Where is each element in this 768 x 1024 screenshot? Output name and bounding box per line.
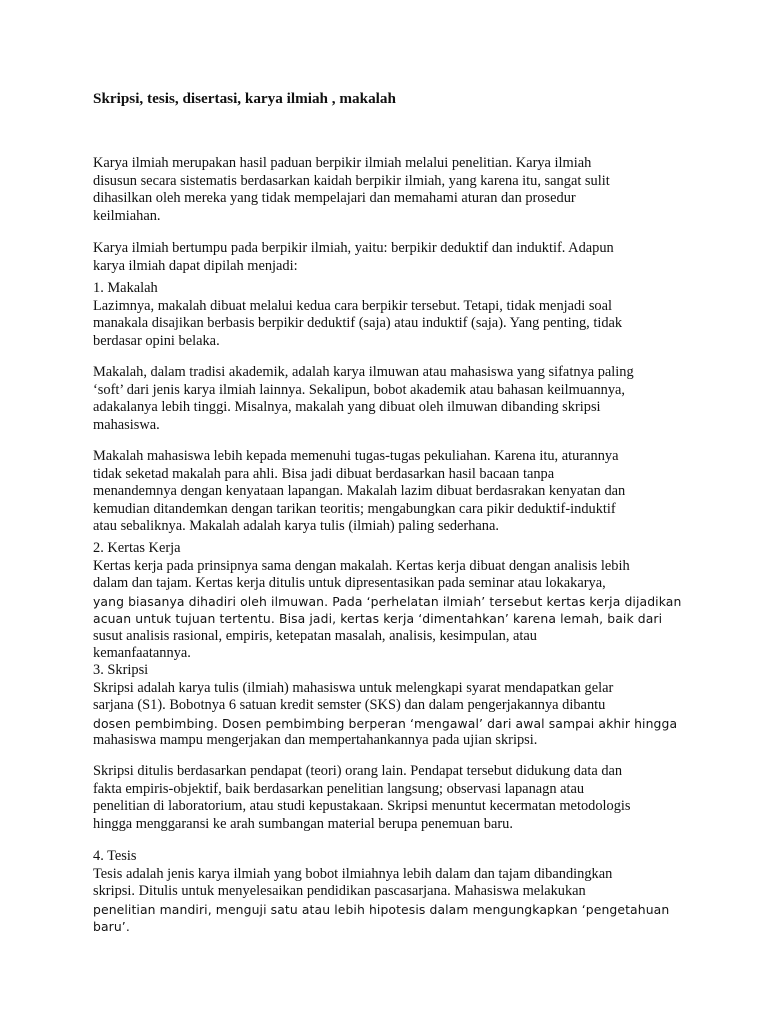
text-line: mahasiswa mampu mengerjakan dan mempertahankannya pada ujian skripsi. <box>93 732 538 748</box>
text-line: 4. Tesis <box>93 848 137 864</box>
text-line: keilmiahan. <box>93 207 161 224</box>
text-line: dosen pembimbing. Dosen pembimbing berperan ‘mengawal’ dari awal sampai akhir hingga <box>93 715 678 731</box>
text-line: adakalanya lebih tinggi. Misalnya, makalah yang dibuat oleh ilmuwan dibanding skripsi <box>93 399 601 415</box>
paragraph <box>93 364 713 434</box>
text-line: acuan untuk tujuan tertentu. Bisa jadi, kertas kerja ‘dimentahkan’ karena lemah, baik dari <box>93 611 663 626</box>
text-line: Makalah, dalam tradisi akademik, adalah karya ilmuwan atau mahasiswa yang sifatnya paling <box>93 364 634 380</box>
text-line: mahasiswa. <box>93 416 160 433</box>
text-line: Skripsi adalah karya tulis (ilmiah) mahasiswa untuk melengkapi syarat mendapatkan gelar <box>93 679 614 696</box>
text-line: hingga menggaransi ke arah sumbangan material berupa penemuan baru. <box>93 815 513 832</box>
text-line: Lazimnya, makalah dibuat melalui kedua cara berpikir tersebut. Tetapi, tidak menjadi soal <box>93 297 612 314</box>
text-line: kemanfaatannya. <box>93 645 191 661</box>
text-line: baru’. <box>93 919 130 934</box>
text-line: sarjana (S1). Bobotnya 6 satuan kredit semster (SKS) dan dalam pengerjakannya dibantu <box>93 697 606 713</box>
text-line: Tesis adalah jenis karya ilmiah yang bobot ilmiahnya lebih dalam dan tajam dibandingkan <box>93 865 613 882</box>
text-line: penelitian mandiri, menguji satu atau lebih hipotesis dalam mengungkapkan ‘pengetahuan <box>93 901 670 917</box>
text-line: Skripsi ditulis berdasarkan pendapat (teori) orang lain. Pendapat tersebut didukung data dan <box>93 763 623 779</box>
paragraph <box>93 662 713 750</box>
text-line: Karya ilmiah bertumpu pada berpikir ilmiah, yaitu: berpikir deduktif dan induktif. Adapun <box>93 240 614 256</box>
text-line: Makalah mahasiswa lebih kepada memenuhi tugas-tugas pekuliahan. Karena itu, aturannya <box>93 448 619 464</box>
text-line: kemudian ditandemkan dengan tarikan teoritis; mengabungkan cara pikir deduktif-induktif <box>93 500 616 517</box>
paragraph <box>93 848 713 936</box>
text-line: disusun secara sistematis berdasarkan kaidah berpikir ilmiah, yang karena itu, sangat sulit <box>93 172 610 189</box>
paragraph <box>93 540 713 663</box>
text-line: atau sebaliknya. Makalah adalah karya tulis (ilmiah) paling sederhana. <box>93 518 499 534</box>
text-line: karya ilmiah dapat dipilah menjadi: <box>93 257 298 274</box>
text-line: Kertas kerja pada prinsipnya sama dengan makalah. Kertas kerja dibuat dengan analisis lebih <box>93 557 630 574</box>
text-line: fakta empiris-objektif, baik berdasarkan penelitian langsung; observasi lapanagn atau <box>93 780 585 797</box>
text-line: berdasar opini belaka. <box>93 332 220 349</box>
paragraph <box>93 763 713 833</box>
paragraph <box>93 448 713 536</box>
text-line: manakala disajikan berbasis berpikir deduktif (saja) atau induktif (saja). Yang penting, tidak <box>93 315 623 331</box>
text-line: dalam dan tajam. Kertas kerja ditulis untuk dipresentasikan pada seminar atau lokakarya, <box>93 575 606 591</box>
text-line: ‘soft’ dari jenis karya ilmiah lainnya. Sekalipun, bobot akademik atau bahasan keilmuannya, <box>93 381 626 398</box>
text-line: susut analisis rasional, empiris, ketepatan masalah, analisis, kesimpulan, atau <box>93 627 538 644</box>
paragraph <box>93 280 713 350</box>
text-line: 1. Makalah <box>93 280 158 296</box>
text-line: dihasilkan oleh mereka yang tidak mempelajari dan memahami aturan dan prosedur <box>93 190 576 206</box>
text-line: menandemnya dengan kenyataan lapangan. Makalah lazim dibuat berdasrakan kenyatan dan <box>93 483 626 499</box>
paragraph <box>93 155 713 225</box>
text-line: 3. Skripsi <box>93 662 149 678</box>
text-line: yang biasanya dihadiri oleh ilmuwan. Pada ‘perhelatan ilmiah’ tersebut kertas kerja dijadikan <box>93 593 682 609</box>
text-line: Karya ilmiah merupakan hasil paduan berpikir ilmiah melalui penelitian. Karya ilmiah <box>93 155 592 171</box>
text-line: 2. Kertas Kerja <box>93 540 181 556</box>
document-title: Skripsi, tesis, disertasi, karya ilmiah , makalah <box>93 90 396 107</box>
text-line: tidak seketad makalah para ahli. Bisa jadi dibuat berdasarkan hasil bacaan tanpa <box>93 465 555 482</box>
text-line: penelitian di laboratorium, atau studi kepustakaan. Skripsi menuntut kecermatan metodologis <box>93 798 631 814</box>
paragraph <box>93 240 713 275</box>
text-line: skripsi. Ditulis untuk menyelesaikan pendidikan pascasarjana. Mahasiswa melakukan <box>93 883 586 899</box>
